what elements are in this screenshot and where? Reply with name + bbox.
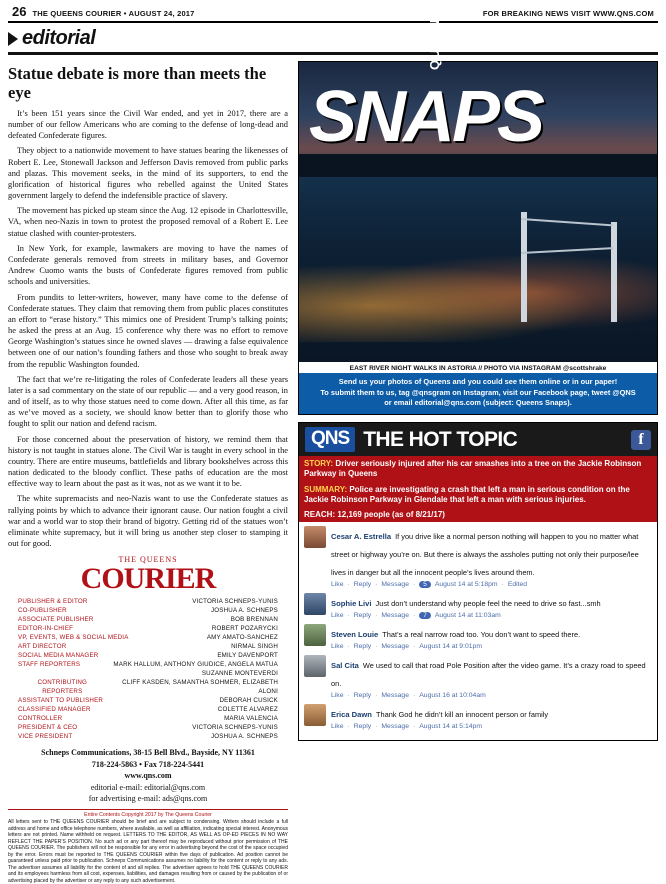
like-button[interactable]: Like: [331, 692, 344, 700]
staff-role: SOCIAL MEDIA MANAGER: [18, 652, 99, 660]
list-item: [304, 593, 652, 619]
message-button[interactable]: Message: [381, 612, 409, 620]
contact-website[interactable]: www.qns.com: [124, 771, 172, 781]
staff-role: STAFF REPORTERS: [18, 661, 81, 669]
staff-role: ART DIRECTOR: [18, 643, 67, 651]
staff-row: [8, 607, 288, 616]
snaps-kicker: QUEENS: [427, 9, 442, 70]
staff-role: PRESIDENT & CEO: [18, 724, 78, 732]
contact-phone: 718-224-5863 • Fax 718-224-5441: [91, 759, 205, 769]
editorial-column: [8, 61, 288, 884]
staff-row: [8, 724, 288, 733]
article-paragraph: The movement has picked up steam since the Aug. 12 episode in Charlottesville, VA, when neo-Nazis in town to protest the proposed removal of a Robert E. Lee statue clashed with counter-protesters.: [8, 206, 288, 238]
staff-person: MARIA VALENCIA: [224, 715, 278, 723]
reach-value: 12,169 people (as of 8/21/17): [337, 510, 445, 520]
divider: [8, 52, 658, 55]
hot-topic-reach: [299, 508, 657, 522]
snaps-wordmark: SNAPS: [309, 77, 543, 157]
reply-button[interactable]: Reply: [353, 581, 372, 589]
staff-row: [8, 697, 288, 706]
staff-role: VP, EVENTS, WEB & SOCIAL MEDIA: [18, 634, 129, 642]
comment-author[interactable]: Cesar A. Estrella: [331, 532, 392, 542]
list-item: [304, 624, 652, 650]
staff-person: COLETTE ALVAREZ: [217, 706, 278, 714]
like-button[interactable]: Like: [331, 612, 344, 620]
reply-button[interactable]: Reply: [353, 723, 372, 731]
summary-text: Police are investigating a crash that left a man in serious condition on the Jackie Robinson Parkway in Glendale that left a man with serious injuries.: [304, 485, 630, 505]
legal-block: [8, 809, 288, 884]
comment-meta: Like · Reply · Message · 5 August 14 at 5:18pm · Edited: [331, 581, 528, 589]
hot-topic-summary: [299, 482, 657, 508]
staff-row: [8, 643, 288, 652]
avatar: [304, 526, 326, 548]
article-paragraph: From pundits to letter-writers, however, many have come to the defense of Confederate statues. They claim that removing them from public places constitutes an effort to “erase history.” This mimics one of President Trump’s talking points; he asked the press at an Aug. 15 conference why there was no effort to remove George Washington’s statues since he owned slaves — drawing a false equivalence between one of our nation’s founding fathers and those who sought to break away from the republic Washington founded.: [8, 292, 288, 369]
promo-line: To submit them to us, tag @qnsgram on Instagram, visit our Facebook page, tweet @QNS: [320, 387, 636, 397]
staff-person: NIRMAL SINGH: [231, 643, 278, 651]
list-item: [304, 526, 652, 588]
staff-row: [8, 634, 288, 643]
article-paragraph: In New York, for example, lawmakers are moving to have the names of Confederate generals removed from streets in military bases, and Governor Andrew Cuomo wants the busts of Confederate figures removed from public schools and universities.: [8, 243, 288, 287]
staff-person: EMILY DAVENPORT: [217, 652, 278, 660]
staff-person: JOSHUA A. SCHNEPS: [210, 733, 278, 741]
staff-person: ROBERT POZARYCKI: [211, 625, 278, 633]
staff-person: DEBORAH CUSICK: [219, 697, 278, 705]
staff-row: [8, 670, 288, 679]
contact-editorial-email[interactable]: editorial e-mail: editorial@qns.com: [90, 782, 206, 792]
comment-text: If you drive like a normal person nothing will happen to you no matter what street or highway you’re on. But there is always the assholes putting not only their purpose/lee lives in danger but all the innocent people’s lives around them.: [331, 532, 639, 578]
comment-author[interactable]: Sal Cita: [331, 661, 359, 671]
story-label: STORY:: [304, 459, 334, 469]
comment-text: We used to call that road Pole Position after the video game. It’s a crazy road to speed on.: [331, 661, 646, 689]
masthead: [8, 555, 288, 884]
comment-text: Thank God he didn’t kill an innocent person or family: [375, 710, 549, 720]
message-button[interactable]: Message: [381, 692, 409, 700]
avatar: [304, 704, 326, 726]
like-button[interactable]: Like: [331, 581, 344, 589]
comment-text: Just don’t understand why people feel the need to drive so fast...smh: [375, 599, 601, 609]
photo-caption: EAST RIVER NIGHT WALKS IN ASTORIA // PHOTO VIA INSTAGRAM @scottshrake: [299, 362, 657, 373]
comment-timestamp: August 14 at 9:01pm: [419, 643, 482, 651]
hot-topic-box: [298, 422, 658, 741]
list-item: [304, 704, 652, 730]
comment-meta: Like · Reply · Message · August 16 at 10:04am: [331, 692, 486, 700]
reach-label: REACH:: [304, 510, 336, 520]
list-item: [304, 655, 652, 699]
staff-row: [8, 706, 288, 715]
staff-row: [8, 661, 288, 670]
message-button[interactable]: Message: [381, 643, 409, 651]
header-publication-date: THE QUEENS COURIER • AUGUST 24, 2017: [32, 9, 195, 18]
staff-role: CLASSIFIED MANAGER: [18, 706, 91, 714]
avatar: [304, 593, 326, 615]
avatar: [304, 655, 326, 677]
comment-list: [299, 522, 657, 740]
snaps-promo: [299, 373, 657, 414]
promo-line: or email editorial@qns.com (subject: Queens Snaps).: [384, 398, 572, 408]
staff-role: VICE PRESIDENT: [18, 733, 73, 741]
staff-person: MARK HALLUM, ANTHONY GIUDICE, ANGELA MATUA: [113, 661, 278, 669]
staff-row: [8, 625, 288, 634]
staff-role: CO-PUBLISHER: [18, 607, 67, 615]
header-website-note: FOR BREAKING NEWS VISIT WWW.QNS.COM: [482, 9, 654, 18]
hot-topic-story: [299, 456, 657, 482]
staff-person: VICTORIA SCHNEPS-YUNIS: [192, 598, 278, 606]
comment-meta: Like · Reply · Message · August 14 at 5:14pm: [331, 723, 482, 731]
comment-timestamp: August 14 at 11:03am: [434, 612, 501, 620]
staff-person: AMY AMATO-SANCHEZ: [206, 634, 278, 642]
summary-label: SUMMARY:: [304, 485, 348, 495]
staff-role: CONTRIBUTING REPORTERS: [37, 679, 88, 696]
reply-button[interactable]: Reply: [353, 643, 372, 651]
staff-list: [8, 598, 288, 742]
article-paragraph: The white supremacists and neo-Nazis want to use the Confederate statues as rallying points by which to advance their ignorant cause. Our nation fought a civil war and a world war to stop their brand of bigotry. Getting rid of the statues won’t eliminate white supremacy, but it will bring us another step closer to stamping it out for good.: [8, 494, 288, 549]
promo-line: Send us your photos of Queens and you could see them online or in our paper!: [338, 377, 618, 386]
article-paragraph: They object to a nationwide movement to have statues bearing the likenesses of Robert E. Lee, Stonewall Jackson and Jefferson Davis removed from public parks and plazas. This movement seeks, in the mind of its supporters, to end the glorification of historical figures who rebelled against the United States government largely to defend the indefensible practice of slavery.: [8, 146, 288, 201]
staff-role: EDITOR-IN-CHIEF: [18, 625, 74, 633]
staff-role: ASSOCIATE PUBLISHER: [18, 616, 94, 624]
comment-author[interactable]: Steven Louie: [331, 630, 379, 640]
comment-timestamp: August 14 at 5:18pm: [434, 581, 498, 589]
avatar: [304, 624, 326, 646]
triangle-icon: [8, 32, 18, 46]
staff-row: [8, 652, 288, 661]
legal-text: All letters sent to THE QUEENS COURIER should be brief and are subject to condensing. Writers should include a full address and home and office telephone numbers, where available, as well as affiliation, indicating special interest. Anonymous letters are not printed. Name withheld on request. LETTERS TO THE EDITOR, AS WELL AS OP-ED PIECES IN NO WAY REFLECT THE PAPER’S POSITION. No such ad or any part thereof may be reproduced without prior permission of THE QUEENS COURIER. The publishers will not be responsible for any error in advertising beyond the cost of the space occupied by the error. Errors must be reported to THE QUEENS COURIER within five days of publication. Ad position cannot be guaranteed unless paid prior to publication. Schneps Communications assumes no liability for the content or reply to any ads. The advertiser assumes all liability for the content of and all replies. The advertiser agrees to hold THE QUEENS COURIER and its employees harmless from all cost, expenses, liabilities, and damages resulting from or caused by the publication of or advertising placed by the advertiser or any reply to any such advertisement.: [8, 819, 288, 884]
comment-timestamp: August 14 at 5:14pm: [419, 723, 482, 731]
comment-meta: Like · Reply · Message · August 14 at 9:01pm: [331, 643, 482, 651]
staff-row: [8, 679, 288, 697]
contact-block: [8, 747, 288, 805]
staff-role: CONTROLLER: [18, 715, 63, 723]
section-flag: [8, 27, 658, 50]
comment-edited-tag: Edited: [507, 581, 528, 589]
staff-row: [8, 598, 288, 607]
article-paragraph: The fact that we’re re-litigating the roles of Confederate leaders all these years later is a sad commentary on the state of our republic — and a very good reason, in and of itself, as to why those statues need to come down. After all this time, as far as we’ve moved as a society, we should know better than to glorify those who fought to split our nation and defend racism.: [8, 374, 288, 429]
comment-text: That’s a real narrow road too. You don’t want to speed there.: [382, 630, 581, 640]
staff-row: [8, 616, 288, 625]
message-button[interactable]: Message: [381, 581, 409, 589]
bridge-graphic: [501, 212, 651, 332]
hot-topic-title: THE HOT TOPIC: [363, 427, 518, 451]
copyright-line: Entire Contents Copyright 2017 by The Queens Courier: [84, 812, 212, 819]
masthead-kicker: THE QUEENS: [118, 555, 178, 565]
article-paragraph: For those concerned about the preservation of history, we remind them that history is not taught in statues alone. The Civil War is taught in every school in the country. There are entire museums, battlefields and library bookshelves across this nation dedicated to the bloody conflict. These paths of education are the most effective way to learn about the past as it was, not as we want it to be.: [8, 434, 288, 489]
reaction-count: 5: [419, 581, 431, 588]
staff-person: JOSHUA A. SCHNEPS: [210, 607, 278, 615]
like-button[interactable]: Like: [331, 723, 344, 731]
message-button[interactable]: Message: [381, 723, 409, 731]
page-title: Statue debate is more than meets the eye: [8, 64, 267, 102]
reply-button[interactable]: Reply: [353, 612, 372, 620]
comment-author[interactable]: Erica Dawn: [331, 710, 372, 720]
story-text: Driver seriously injured after his car smashes into a tree on the Jackie Robinson Parkway in Queens: [304, 459, 642, 479]
staff-row: [8, 715, 288, 724]
like-button[interactable]: Like: [331, 643, 344, 651]
contact-address: Schneps Communications, 38-15 Bell Blvd., Bayside, NY 11361: [41, 748, 255, 758]
comment-author[interactable]: Sophie Livi: [331, 599, 372, 609]
staff-person: CLIFF KASDEN, SAMANTHA SOHMER, ELIZABETH ALONI: [122, 679, 278, 696]
page-header: [8, 0, 658, 23]
staff-person: VICTORIA SCHNEPS-YUNIS: [192, 724, 278, 732]
staff-role: PUBLISHER & EDITOR: [18, 598, 88, 606]
staff-row: [8, 733, 288, 742]
facebook-icon[interactable]: f: [631, 430, 651, 450]
hot-topic-header: [299, 423, 657, 456]
qns-logo: QNS: [305, 427, 355, 452]
comment-meta: Like · Reply · Message · 7 August 14 at 11:03am: [331, 612, 501, 620]
staff-role: ASSISTANT TO PUBLISHER: [18, 697, 104, 705]
section-flag-label: editorial: [22, 27, 96, 49]
reply-button[interactable]: Reply: [353, 692, 372, 700]
staff-person: BOB BRENNAN: [230, 616, 278, 624]
comment-timestamp: August 16 at 10:04am: [419, 692, 486, 700]
staff-person: SUZANNE MONTEVERDI: [201, 670, 278, 678]
page-number: 26: [12, 4, 27, 19]
reaction-count: 7: [419, 612, 431, 619]
article-paragraph: It’s been 151 years since the Civil War ended, and yet in 2017, there are a number of our fellow Americans who are coming to the defense of long-dead and defeated Confederate figures.: [8, 108, 288, 141]
masthead-title: COURIER: [80, 562, 216, 596]
contact-ads-email[interactable]: for advertising e-mail: ads@qns.com: [88, 794, 208, 804]
